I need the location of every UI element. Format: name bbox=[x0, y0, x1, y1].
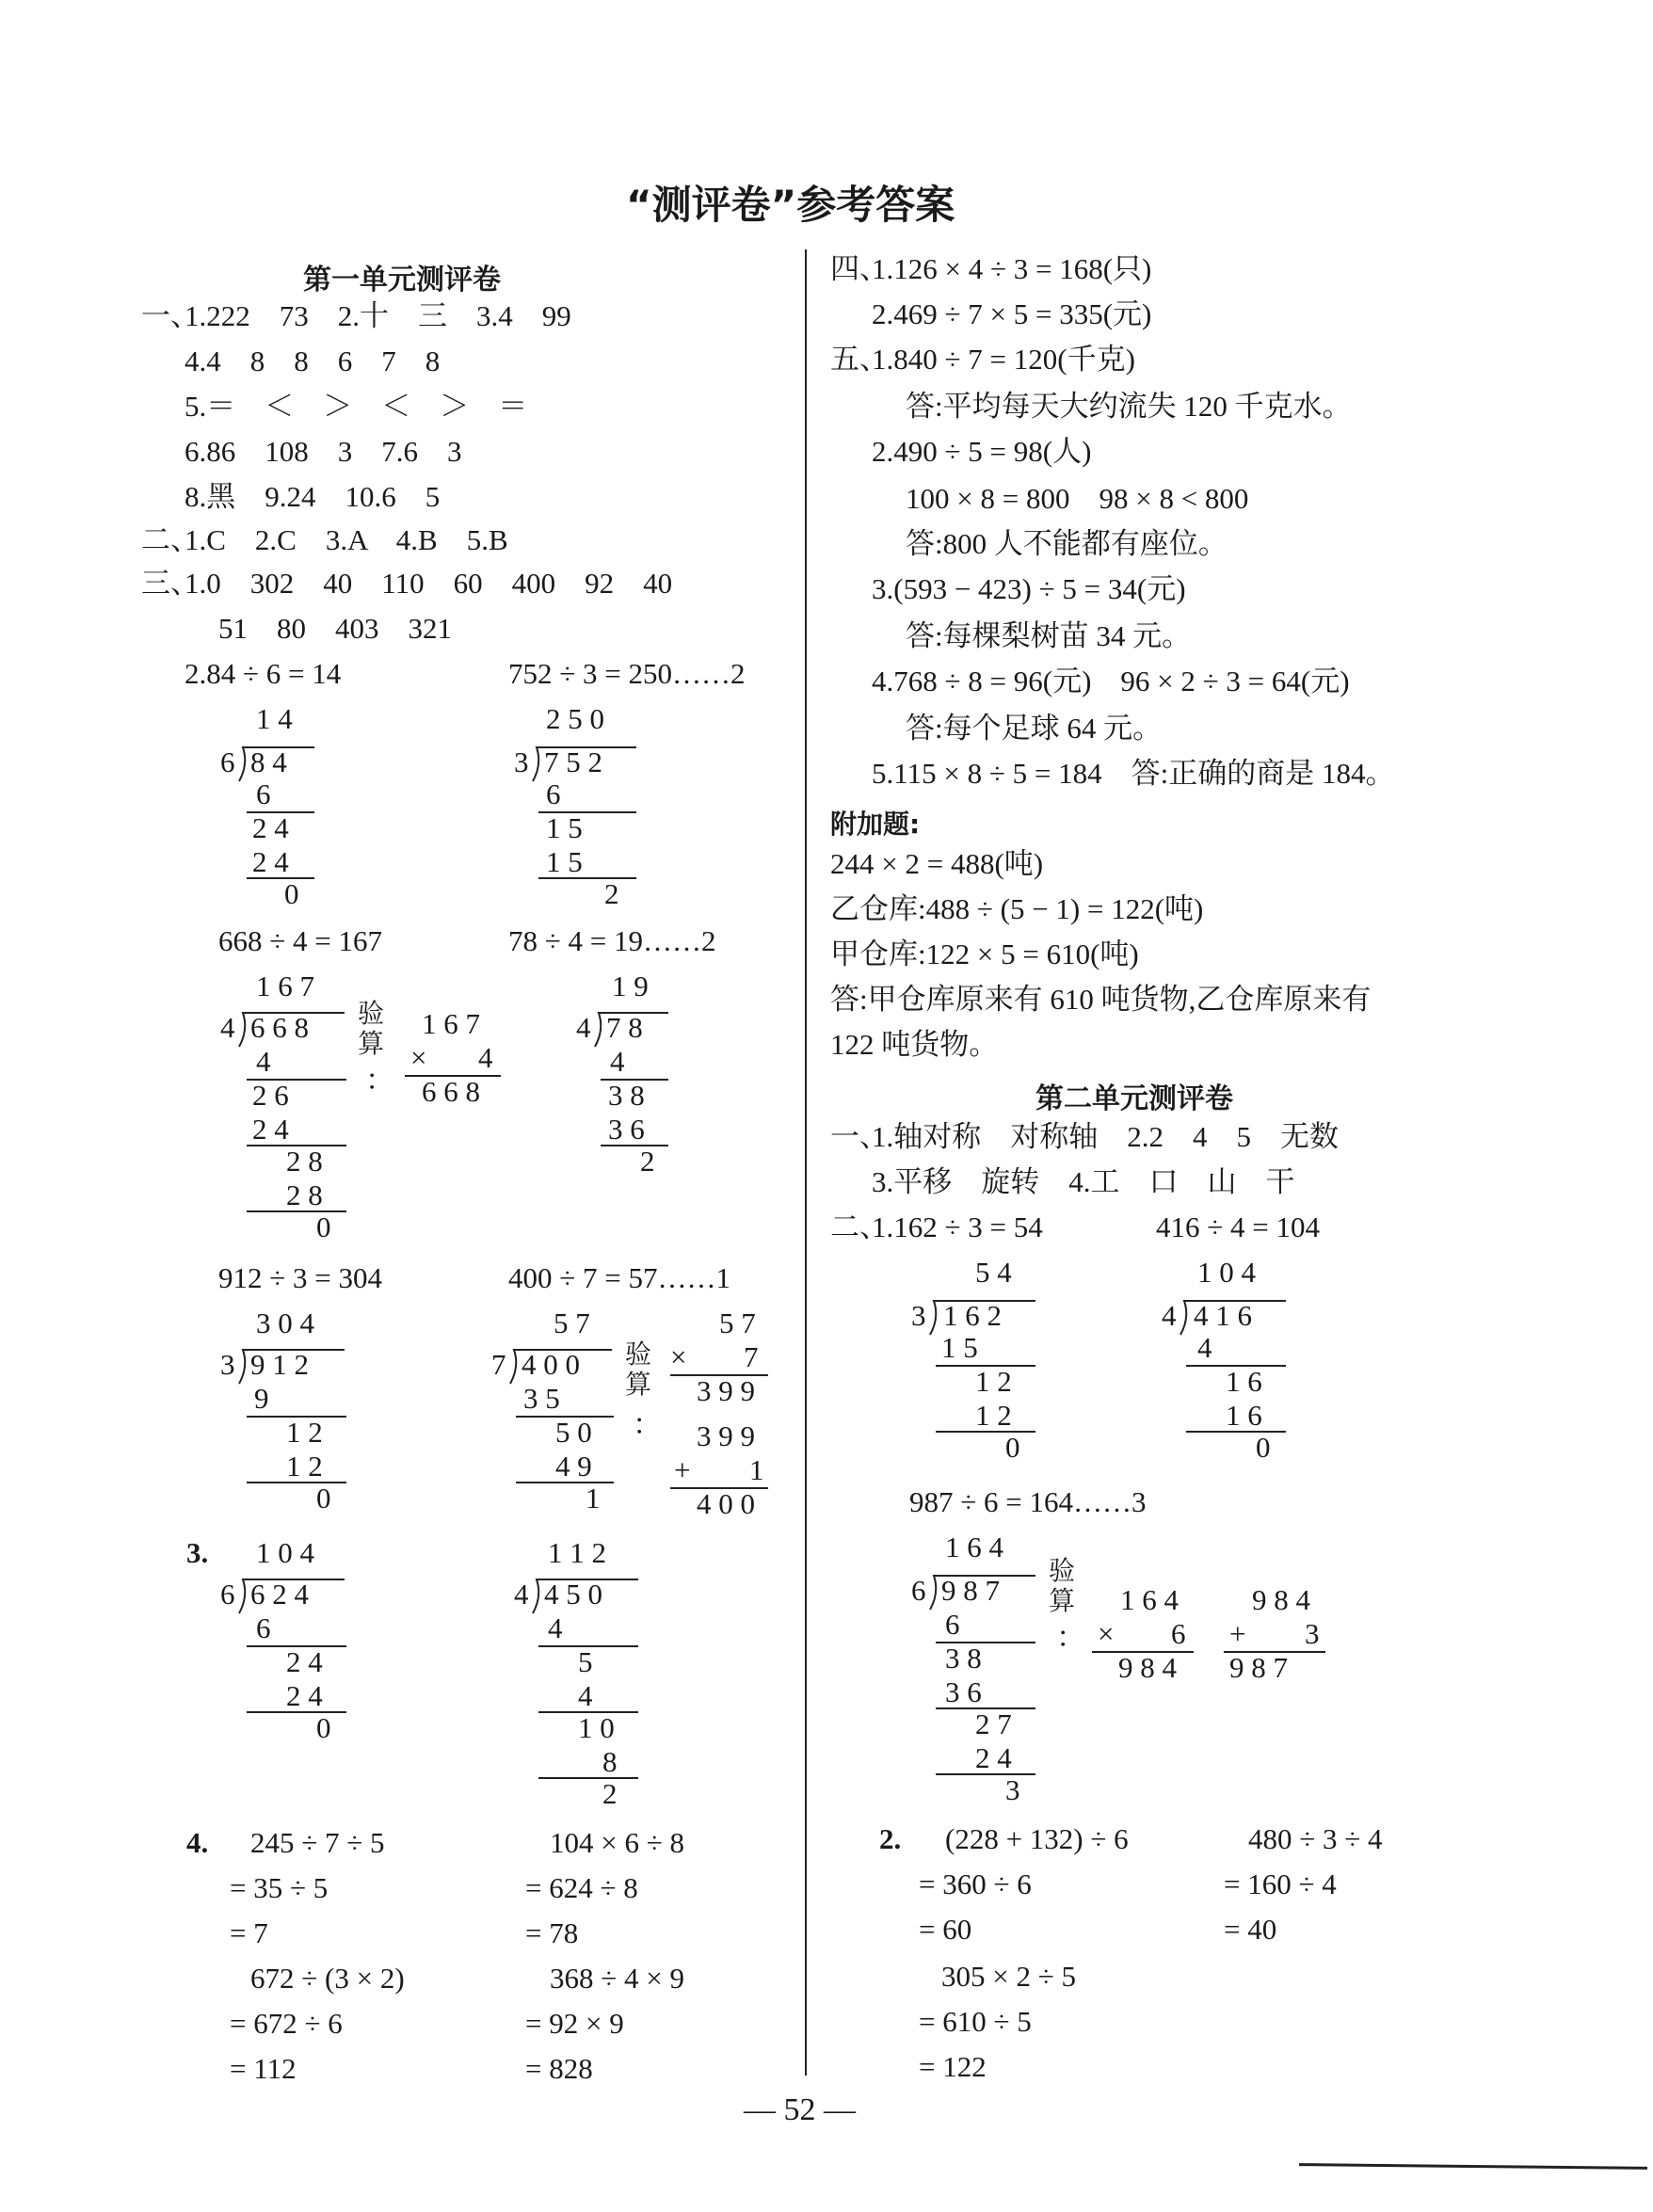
extra-line5: 122 吨货物。 bbox=[830, 1028, 999, 1061]
dividend: 9 8 7 bbox=[941, 1574, 1000, 1607]
extra-line4: 答:甲仓库原来有 610 吨货物,乙仓库原来有 bbox=[830, 983, 1372, 1016]
page-title: “测评卷”参考答案 bbox=[626, 182, 955, 228]
step: 2 7 bbox=[975, 1707, 1012, 1740]
check-multiplier: 4 bbox=[478, 1041, 493, 1074]
scan-edge-line bbox=[1299, 2163, 1647, 2170]
check-b3: 9 8 7 bbox=[1229, 1651, 1288, 1684]
unit1-s1-line1: 1.222 73 2.十 三 3.4 99 bbox=[185, 299, 571, 332]
s5-line8: 4.768 ÷ 8 = 96(元) 96 × 2 ÷ 3 = 64(元) bbox=[872, 665, 1350, 697]
remainder: 1 bbox=[586, 1482, 601, 1515]
s5-line6: 3.(593 − 423) ÷ 5 = 34(元) bbox=[872, 572, 1186, 605]
check-colon: ： bbox=[365, 1064, 394, 1097]
remainder: 2 bbox=[640, 1145, 655, 1178]
calc-line: = 160 ÷ 4 bbox=[1224, 1867, 1337, 1900]
multiply-sign: × bbox=[670, 1340, 687, 1373]
unit1-s2-label: 二、 bbox=[141, 523, 200, 556]
check-colon: ： bbox=[1056, 1621, 1085, 1654]
step: 2 4 bbox=[286, 1679, 323, 1712]
remainder: 0 bbox=[316, 1482, 331, 1515]
calc-line: = 78 bbox=[525, 1916, 579, 1949]
quotient: 5 4 bbox=[975, 1256, 1012, 1289]
quotient: 1 4 bbox=[256, 702, 293, 735]
rule bbox=[1186, 1431, 1286, 1433]
eq-162-div-3: 1.162 ÷ 3 = 54 bbox=[872, 1210, 1043, 1243]
step: 1 2 bbox=[286, 1450, 323, 1483]
step: 8 bbox=[602, 1745, 618, 1778]
unit2-s1-line2: 3.平移 旋转 4.工 口 山 干 bbox=[872, 1165, 1295, 1198]
s4-label: 四、 bbox=[830, 252, 889, 285]
step: 2 6 bbox=[252, 1079, 289, 1112]
remainder: 0 bbox=[316, 1210, 331, 1243]
calc-line: = 122 bbox=[919, 2050, 987, 2083]
quotient: 3 0 4 bbox=[256, 1306, 314, 1339]
divisor: 3 bbox=[514, 745, 529, 778]
calc-line: 480 ÷ 3 ÷ 4 bbox=[1248, 1822, 1383, 1855]
divisor: 6 bbox=[220, 1578, 235, 1611]
extra-line2: 乙仓库:488 ÷ (5 − 1) = 122(吨) bbox=[830, 892, 1204, 925]
check-label: 验算 bbox=[1049, 1557, 1076, 1616]
step: 3 6 bbox=[945, 1675, 982, 1708]
unit1-s3-line1: 1.0 302 40 110 60 400 92 40 bbox=[185, 567, 673, 600]
remainder: 0 bbox=[1005, 1431, 1020, 1464]
eq-416-div-4: 416 ÷ 4 = 104 bbox=[1156, 1210, 1320, 1243]
divisor: 3 bbox=[911, 1299, 926, 1332]
s5-line1: 1.840 ÷ 7 = 120(千克) bbox=[872, 343, 1135, 376]
rule bbox=[247, 1711, 346, 1713]
s5-line3: 2.490 ÷ 5 = 98(人) bbox=[872, 435, 1092, 468]
calc-line: = 92 × 9 bbox=[525, 2007, 624, 2040]
unit1-s1-label: 一、 bbox=[141, 299, 200, 332]
dividend: 1 6 2 bbox=[943, 1299, 1002, 1332]
step: 3 8 bbox=[945, 1642, 982, 1675]
calc-line: 368 ÷ 4 × 9 bbox=[550, 1962, 684, 1995]
step: 9 bbox=[254, 1382, 269, 1415]
dividend: 9 1 2 bbox=[250, 1348, 309, 1381]
column-divider bbox=[805, 249, 807, 2076]
unit2-s1-label: 一、 bbox=[830, 1120, 889, 1153]
unit1-s1-line4: 6.86 108 3 7.6 3 bbox=[185, 435, 462, 468]
rule bbox=[601, 1145, 668, 1146]
rule bbox=[247, 1482, 346, 1483]
rule bbox=[936, 1431, 1035, 1433]
step: 1 6 bbox=[1226, 1399, 1262, 1432]
divisor: 4 bbox=[514, 1578, 529, 1611]
check-b3: 4 0 0 bbox=[697, 1487, 755, 1520]
step: 2 4 bbox=[252, 845, 289, 878]
unit1-s1-line5: 8.黑 9.24 10.6 5 bbox=[185, 480, 441, 513]
multiply-sign: × bbox=[1098, 1617, 1115, 1650]
step: 4 bbox=[610, 1045, 625, 1078]
check-result: 6 6 8 bbox=[422, 1075, 480, 1108]
unit2-s1-line1: 1.轴对称 对称轴 2.2 4 5 无数 bbox=[872, 1120, 1339, 1153]
step: 1 2 bbox=[975, 1399, 1012, 1432]
unit1-s2-line1: 1.C 2.C 3.A 4.B 5.B bbox=[185, 523, 508, 556]
step: 4 bbox=[1197, 1331, 1212, 1364]
divisor: 4 bbox=[220, 1011, 235, 1044]
check-b2: 1 bbox=[749, 1453, 764, 1486]
divisor: 6 bbox=[911, 1574, 926, 1607]
extra-label: 附加题: bbox=[830, 809, 921, 840]
divisor: 4 bbox=[1162, 1299, 1177, 1332]
q3-label: 3. bbox=[186, 1536, 209, 1569]
eq-78-div-4: 78 ÷ 4 = 19……2 bbox=[508, 924, 716, 957]
divisor: 6 bbox=[220, 745, 235, 778]
check-a2: 6 bbox=[1171, 1617, 1186, 1650]
quotient: 2 5 0 bbox=[546, 702, 604, 735]
step: 6 bbox=[256, 1611, 271, 1644]
s5-line5: 答:800 人不能都有座位。 bbox=[906, 527, 1228, 560]
check-b1: 3 9 9 bbox=[697, 1419, 755, 1452]
calc-line: (228 + 132) ÷ 6 bbox=[945, 1822, 1129, 1855]
quotient: 1 0 4 bbox=[256, 1536, 314, 1569]
step: 1 5 bbox=[546, 811, 583, 844]
check-colon: ： bbox=[633, 1408, 662, 1441]
calc-line: 305 × 2 ÷ 5 bbox=[941, 1960, 1076, 1993]
s5-label: 五、 bbox=[830, 343, 889, 376]
calc-line: = 610 ÷ 5 bbox=[919, 2005, 1032, 2038]
calc-line: 104 × 6 ÷ 8 bbox=[550, 1826, 684, 1859]
unit1-s1-line3: 5.＝ ＜ ＞ ＜ ＞ ＝ bbox=[185, 390, 528, 423]
s5-line4: 100 × 8 = 800 98 × 8 < 800 bbox=[906, 482, 1249, 515]
step: 6 bbox=[945, 1608, 960, 1641]
divisor: 4 bbox=[576, 1011, 591, 1044]
check-a3: 9 8 4 bbox=[1118, 1651, 1177, 1684]
step: 2 4 bbox=[286, 1645, 323, 1678]
step: 1 2 bbox=[286, 1416, 323, 1449]
unit1-s3-line2: 51 80 403 321 bbox=[218, 612, 452, 645]
remainder: 0 bbox=[284, 877, 299, 910]
eq-987-div-6: 987 ÷ 6 = 164……3 bbox=[909, 1485, 1147, 1518]
check-a1: 1 6 4 bbox=[1120, 1583, 1179, 1616]
calc-line: 245 ÷ 7 ÷ 5 bbox=[250, 1826, 385, 1859]
remainder: 3 bbox=[1005, 1773, 1020, 1806]
step: 5 0 bbox=[555, 1416, 592, 1449]
page-number: — 52 — bbox=[744, 2092, 856, 2127]
calc-line: = 7 bbox=[230, 1916, 268, 1949]
quotient: 1 6 4 bbox=[945, 1531, 1003, 1563]
step: 5 bbox=[578, 1645, 593, 1678]
calc-line: = 360 ÷ 6 bbox=[919, 1867, 1032, 1900]
divisor: 3 bbox=[220, 1348, 235, 1381]
unit1-heading: 第一单元测评卷 bbox=[303, 264, 501, 297]
eq-752-div-3: 752 ÷ 3 = 250……2 bbox=[508, 657, 746, 690]
check-a1: 5 7 bbox=[719, 1306, 756, 1339]
calc-line: = 112 bbox=[230, 2052, 297, 2085]
step: 2 4 bbox=[975, 1741, 1012, 1774]
step: 2 4 bbox=[252, 1113, 289, 1146]
step: 2 8 bbox=[286, 1178, 323, 1211]
remainder: 2 bbox=[604, 877, 619, 910]
eq-84-div-6: 2.84 ÷ 6 = 14 bbox=[185, 657, 342, 690]
unit2-s2-label: 二、 bbox=[830, 1210, 889, 1243]
quotient: 1 9 bbox=[612, 970, 649, 1002]
u2-q2-label: 2. bbox=[879, 1822, 902, 1855]
unit1-s1-line2: 4.4 8 8 6 7 8 bbox=[185, 345, 441, 377]
dividend: 7 5 2 bbox=[544, 745, 602, 778]
calc-line: = 624 ÷ 8 bbox=[525, 1871, 638, 1904]
eq-912-div-3: 912 ÷ 3 = 304 bbox=[218, 1261, 382, 1294]
calc-line: = 828 bbox=[525, 2052, 593, 2085]
remainder: 2 bbox=[602, 1777, 618, 1810]
calc-line: = 40 bbox=[1224, 1913, 1277, 1946]
rule bbox=[247, 877, 314, 879]
dividend: 4 1 6 bbox=[1194, 1299, 1252, 1332]
eq-668-div-4: 668 ÷ 4 = 167 bbox=[218, 924, 382, 957]
step: 4 bbox=[578, 1679, 593, 1712]
rule bbox=[538, 1777, 638, 1779]
step: 1 0 bbox=[578, 1711, 615, 1744]
plus-sign: + bbox=[674, 1453, 691, 1486]
step: 2 4 bbox=[252, 811, 289, 844]
rule bbox=[936, 1773, 1035, 1775]
check-a2: 7 bbox=[744, 1340, 759, 1373]
s4-line1: 1.126 × 4 ÷ 3 = 168(只) bbox=[872, 252, 1152, 285]
step: 4 bbox=[256, 1045, 271, 1078]
quotient: 5 7 bbox=[554, 1306, 590, 1339]
step: 4 9 bbox=[555, 1450, 592, 1483]
step: 1 6 bbox=[1226, 1365, 1262, 1398]
remainder: 0 bbox=[316, 1711, 331, 1744]
step: 3 8 bbox=[608, 1079, 645, 1112]
unit2-heading: 第二单元测评卷 bbox=[1035, 1082, 1233, 1115]
check-top: 1 6 7 bbox=[422, 1007, 480, 1040]
dividend: 6 2 4 bbox=[250, 1578, 309, 1611]
step: 1 2 bbox=[975, 1365, 1012, 1398]
s4-line2: 2.469 ÷ 7 × 5 = 335(元) bbox=[872, 297, 1152, 330]
s5-line2: 答:平均每天大约流失 120 千克水。 bbox=[906, 390, 1352, 423]
dividend: 6 6 8 bbox=[250, 1011, 309, 1044]
divisor: 7 bbox=[491, 1348, 506, 1381]
quotient: 1 6 7 bbox=[256, 970, 314, 1002]
dividend: 4 5 0 bbox=[544, 1578, 602, 1611]
s5-line7: 答:每棵梨树苗 34 元。 bbox=[906, 619, 1192, 652]
rule bbox=[247, 1210, 346, 1212]
step: 2 8 bbox=[286, 1145, 323, 1178]
dividend: 4 0 0 bbox=[522, 1348, 580, 1381]
unit1-s3-label: 三、 bbox=[141, 567, 200, 600]
extra-line3: 甲仓库:122 × 5 = 610(吨) bbox=[830, 938, 1139, 970]
s5-line9: 答:每个足球 64 元。 bbox=[906, 712, 1163, 745]
step: 6 bbox=[546, 777, 561, 810]
step: 1 5 bbox=[941, 1331, 978, 1364]
extra-line1: 244 × 2 = 488(吨) bbox=[830, 847, 1044, 880]
check-label: 验算 bbox=[358, 1000, 385, 1059]
dividend: 7 8 bbox=[606, 1011, 643, 1044]
step: 6 bbox=[256, 777, 271, 810]
s5-line10: 5.115 × 8 ÷ 5 = 184 答:正确的商是 184。 bbox=[872, 757, 1395, 790]
calc-line: = 60 bbox=[919, 1913, 972, 1946]
calc-line: 672 ÷ (3 × 2) bbox=[250, 1962, 405, 1995]
check-b1: 9 8 4 bbox=[1252, 1583, 1310, 1616]
q4-label: 4. bbox=[186, 1826, 209, 1859]
quotient: 1 1 2 bbox=[548, 1536, 606, 1569]
rule bbox=[538, 877, 636, 879]
eq-400-div-7: 400 ÷ 7 = 57……1 bbox=[508, 1261, 730, 1294]
plus-sign: + bbox=[1229, 1617, 1246, 1650]
step: 3 5 bbox=[523, 1382, 560, 1415]
multiply-sign: × bbox=[410, 1041, 427, 1074]
check-b2: 3 bbox=[1305, 1617, 1320, 1650]
remainder: 0 bbox=[1256, 1431, 1271, 1464]
step: 4 bbox=[548, 1611, 563, 1644]
step: 1 5 bbox=[546, 845, 583, 878]
quotient: 1 0 4 bbox=[1197, 1256, 1256, 1289]
check-a3: 3 9 9 bbox=[697, 1374, 755, 1407]
step: 3 6 bbox=[608, 1113, 645, 1146]
calc-line: = 35 ÷ 5 bbox=[230, 1871, 329, 1904]
dividend: 8 4 bbox=[250, 745, 287, 778]
calc-line: = 672 ÷ 6 bbox=[230, 2007, 343, 2040]
check-label: 验算 bbox=[625, 1340, 652, 1400]
